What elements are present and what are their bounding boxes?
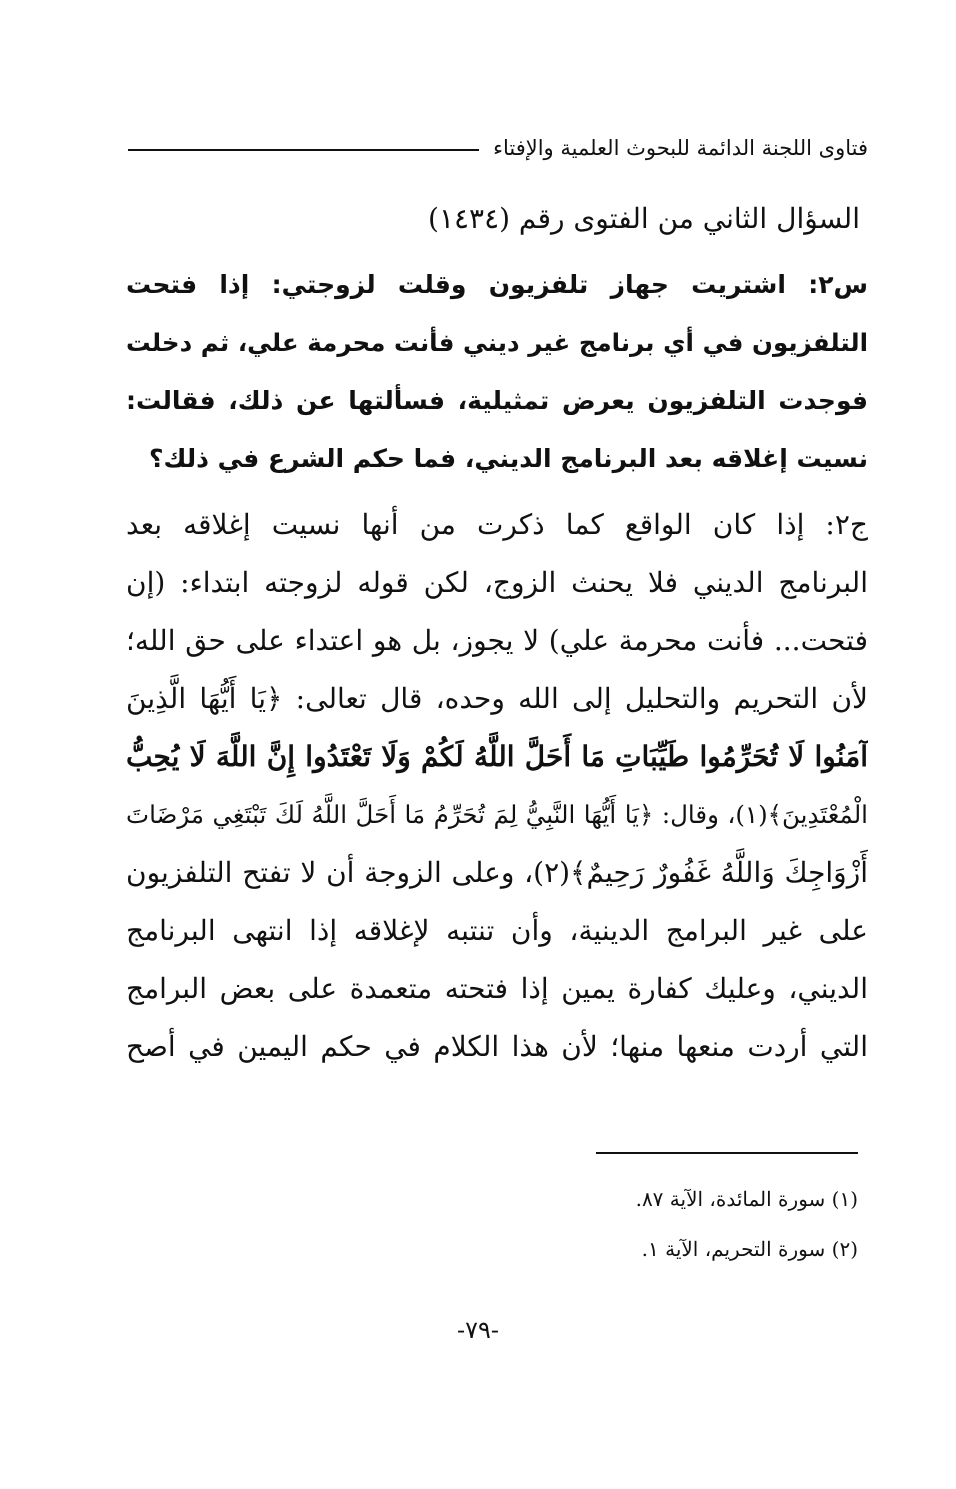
question-line: س٢: اشتريت جهاز تلفزيون وقلت لزوجتي: إذا فتحت [126, 270, 868, 299]
running-header [128, 128, 868, 168]
answer-line: ج٢: إذا كان الواقع كما ذكرت من أنها نسيت إغلاقه بعد [126, 508, 868, 541]
footnotes [636, 1174, 858, 1274]
spacer [126, 488, 868, 496]
question-block [126, 256, 868, 488]
footnote-item: (٢) سورة التحريم، الآية ١. [641, 1237, 858, 1261]
answer-line: الديني، وعليك كفارة يمين إذا فتحته متعمدة على بعض البرامج [126, 972, 868, 1005]
answer-block [126, 496, 868, 1076]
footnote-divider [596, 1152, 858, 1154]
footnote-item: (١) سورة المائدة، الآية ٨٧. [635, 1187, 858, 1211]
answer-line: البرنامج الديني فلا يحنث الزوج، لكن قوله لزوجته ابتداء: (إن [126, 566, 868, 599]
answer-line: التي أردت منعها منها؛ لأن هذا الكلام في حكم اليمين في أصح [126, 1030, 868, 1063]
answer-line: لأن التحريم والتحليل إلى الله وحده، قال تعالى: ﴿يَا أَيُّهَا الَّذِينَ [126, 682, 868, 715]
answer-line: فتحت... فأنت محرمة علي) لا يجوز، بل هو اعتداء على حق الله؛ [126, 624, 868, 657]
answer-line: الْمُعْتَدِينَ﴾(١)، وقال: ﴿يَا أَيُّهَا النَّبِيُّ لِمَ تُحَرِّمُ مَا أَحَلَّ اللَّهُ لَكَ تَبْتَغِي مَرْضَاتَ [126, 800, 868, 829]
quran-verse-line: آمَنُوا لَا تُحَرِّمُوا طَيِّبَاتِ مَا أَحَلَّ اللَّهُ لَكُمْ وَلَا تَعْتَدُوا إِنَّ اللَّهَ لَا يُحِبُّ [126, 740, 868, 773]
question-line: التلفزيون في أي برنامج غير ديني فأنت محرمة علي، ثم دخلت [126, 328, 868, 357]
question-line: فوجدت التلفزيون يعرض تمثيلية، فسألتها عن ذلك، فقالت: [126, 386, 868, 415]
question-line: نسيت إغلاقه بعد البرنامج الديني، فما حكم الشرع في ذلك؟ [148, 444, 868, 473]
page-number: -٧٩- [457, 1316, 499, 1344]
header-title: فتاوى اللجنة الدائمة للبحوث العلمية والإفتاء [493, 136, 868, 160]
answer-line: على غير البرامج الدينية، وأن تنتبه لإغلاقه إذا انتهى البرنامج [126, 914, 868, 947]
header-rule [128, 149, 479, 151]
page-body [126, 190, 868, 1076]
fatwa-heading: السؤال الثاني من الفتوى رقم (١٤٣٤) [428, 202, 860, 235]
answer-line: أَزْوَاجِكَ وَاللَّهُ غَفُورٌ رَحِيمٌ﴾(٢)، وعلى الزوجة أن لا تفتح التلفزيون [126, 856, 868, 889]
